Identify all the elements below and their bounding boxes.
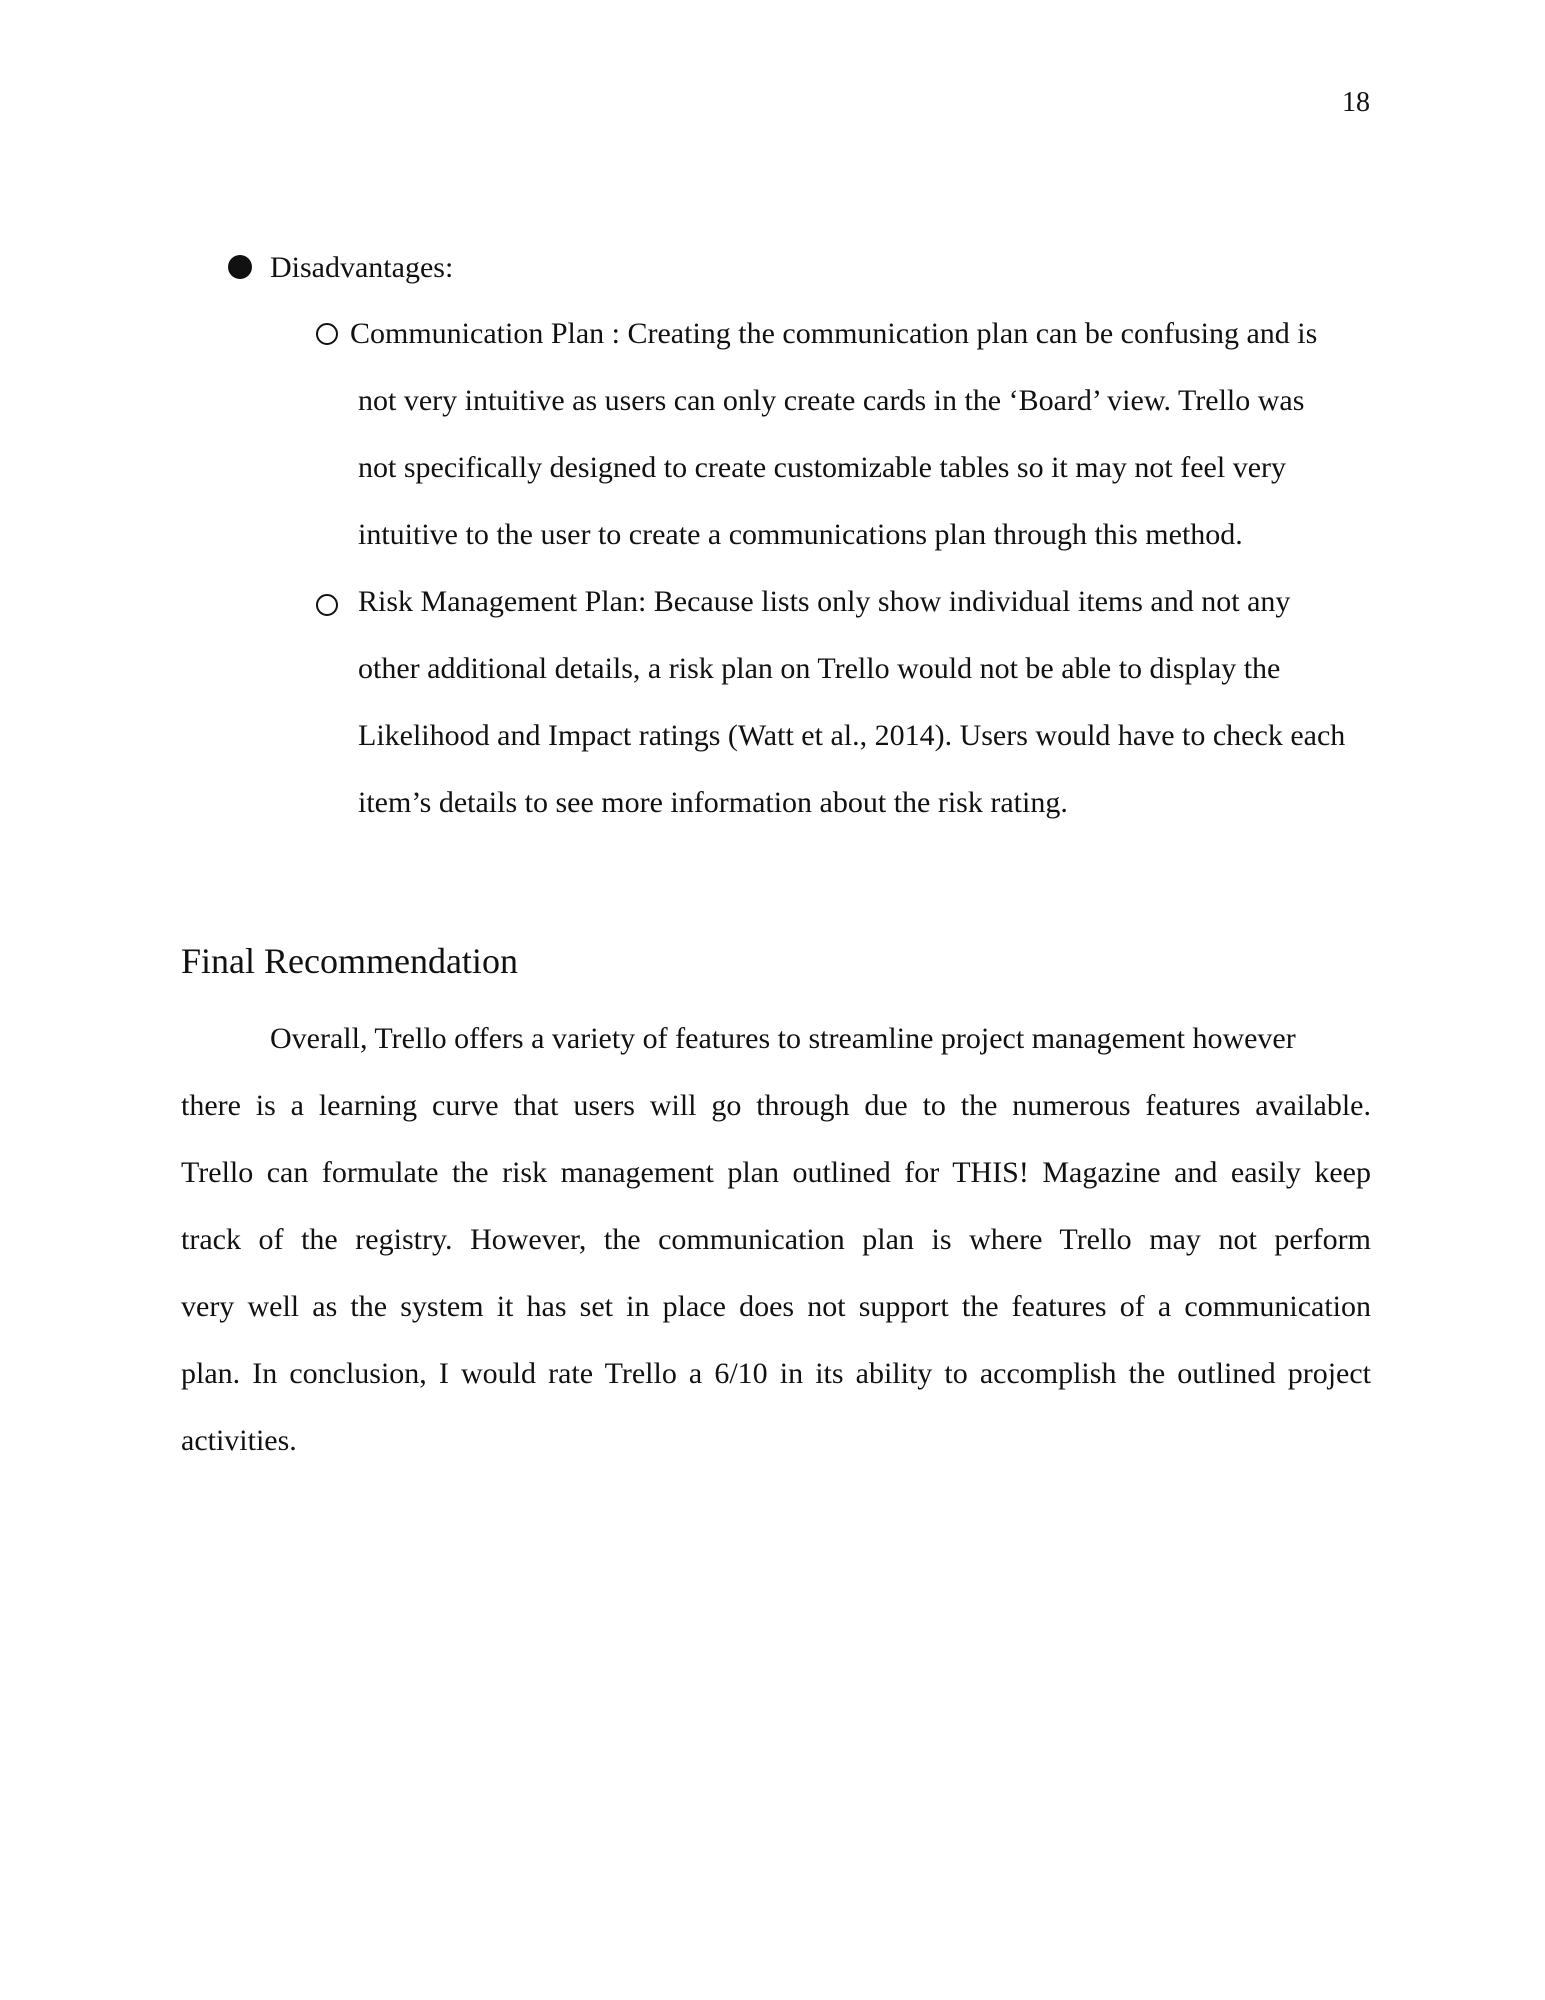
risk-management-plan-item	[316, 582, 1416, 822]
disadvantages-bullet	[228, 248, 453, 288]
communication-plan-line: Communication Plan : Creating the communication plan can be confusing and is	[350, 317, 1318, 350]
paragraph-line: activities.	[181, 1424, 297, 1457]
paragraph-line: Trello can formulate the risk management plan outlined for THIS! Magazine and easily keep	[181, 1156, 1371, 1189]
disadvantages-heading: Disadvantages:	[270, 251, 454, 284]
final-recommendation-heading: Final Recommendation	[181, 941, 518, 981]
communication-plan-line: not very intuitive as users can only create cards in the ‘Board’ view. Trello was	[358, 384, 1305, 417]
hollow-bullet-icon	[316, 594, 338, 616]
filled-bullet-icon	[228, 255, 252, 279]
paragraph-line: there is a learning curve that users will go through due to the numerous features available.	[181, 1089, 1371, 1122]
paragraph-line: plan. In conclusion, I would rate Trello a 6/10 in its ability to accomplish the outlined project	[181, 1357, 1371, 1390]
risk-management-plan-line: Likelihood and Impact ratings (Watt et al., 2014). Users would have to check each	[358, 719, 1346, 752]
risk-management-plan-line: Risk Management Plan: Because lists only show individual items and not any	[358, 585, 1291, 618]
communication-plan-line: not specifically designed to create customizable tables so it may not feel very	[358, 451, 1287, 484]
paragraph-line: very well as the system it has set in place does not support the features of a communication	[181, 1290, 1371, 1323]
risk-management-plan-line: other additional details, a risk plan on Trello would not be able to display the	[358, 652, 1281, 685]
page-number: 18	[1342, 87, 1370, 118]
paragraph-line: Overall, Trello offers a variety of features to streamline project management however	[270, 1022, 1296, 1055]
communication-plan-item	[316, 314, 1416, 554]
paragraph-line: track of the registry. However, the communication plan is where Trello may not perform	[181, 1223, 1371, 1256]
communication-plan-line: intuitive to the user to create a communications plan through this method.	[358, 518, 1243, 551]
risk-management-plan-line: item’s details to see more information about the risk rating.	[358, 786, 1068, 819]
hollow-bullet-icon	[316, 323, 338, 345]
